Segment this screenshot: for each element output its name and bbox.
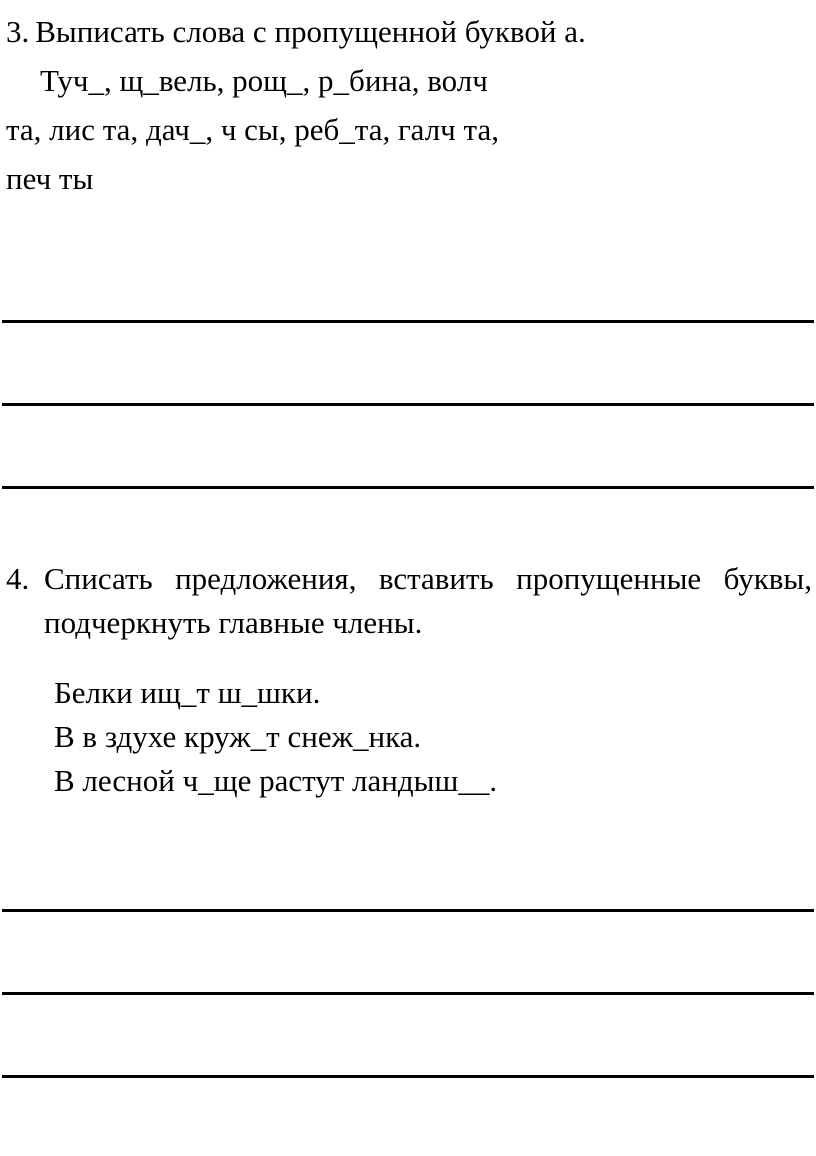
task-3-number: 3. (6, 14, 30, 49)
task-3-answer-lines (0, 238, 816, 489)
answer-rule-6[interactable] (2, 1075, 814, 1078)
task-3 (0, 10, 816, 202)
task-4-answer-lines (0, 829, 816, 1078)
task-4-number: 4. (6, 560, 30, 596)
answer-line-gap (2, 406, 814, 486)
task-3-word-line-2: та, лис та, дач_, ч сы, реб_та, галч та, (6, 111, 499, 147)
task-3-instruction: Выписать слова с пропущенной буквой а. (35, 14, 586, 49)
task-3-word-line-1: Туч_, щ_вель, рощ_, р_бина, волч (40, 62, 488, 98)
task-4-sentence-2: В в здухе круж_т снеж_нка. (54, 718, 422, 754)
task-3-heading (6, 10, 812, 55)
answer-rule-3[interactable] (2, 486, 814, 489)
answer-line-gap (2, 995, 814, 1075)
task-4-sentence-1: Белки ищ_т ш_шки. (54, 674, 321, 710)
task-4-body (44, 557, 812, 803)
answer-line-gap (2, 238, 814, 320)
answer-line-gap (2, 912, 814, 992)
task-4-sentence-3: В лесной ч_ще растут ландыш__. (54, 762, 498, 798)
answer-line-gap (2, 829, 814, 909)
task-3-word-line-3: печ ты (6, 160, 94, 196)
task-4-instruction: Списать предложения, вставить пропущенные буквы, подчеркнуть главные члены. (44, 560, 812, 640)
answer-line-gap (2, 323, 814, 403)
task-4 (0, 557, 816, 803)
